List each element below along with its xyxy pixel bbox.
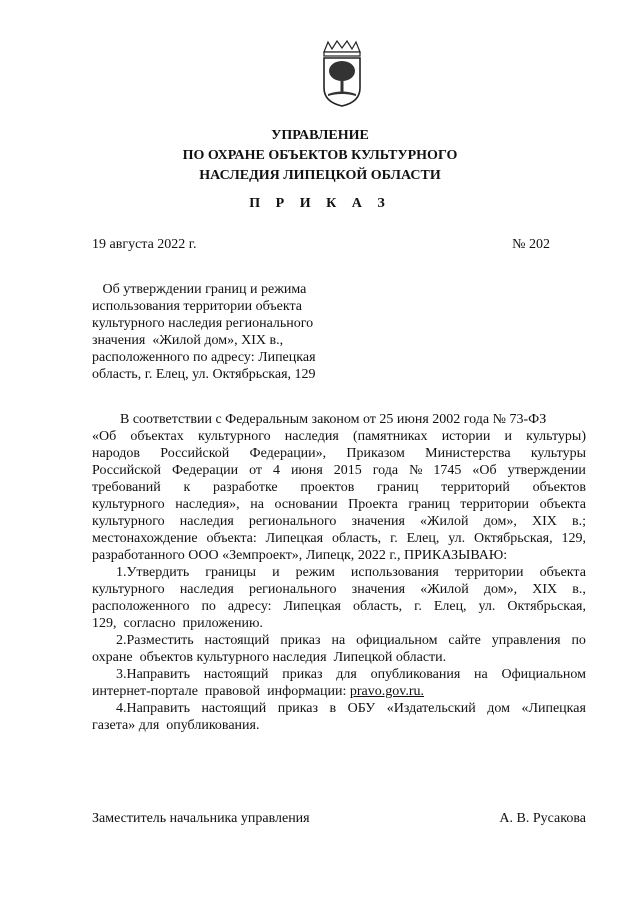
word: ООО «Земпроект», — [188, 548, 306, 563]
text-line — [92, 462, 586, 479]
word: в — [329, 701, 337, 716]
text-line — [92, 649, 586, 666]
subject-line: расположенного по адресу: Липецкая — [92, 350, 316, 365]
word: культурного — [92, 497, 165, 512]
order-item-1 — [92, 564, 586, 632]
word: 2.Разместить — [116, 633, 194, 648]
signatory-position: Заместитель начальника управления — [92, 811, 310, 826]
text-line — [92, 428, 586, 445]
word: по — [571, 633, 586, 648]
word: приказ — [277, 701, 319, 716]
word: В соответствии с Федеральным законом от 25 июня 2002 года № 73-ФЗ — [120, 412, 547, 427]
word: и — [272, 565, 280, 580]
word: на — [331, 633, 346, 648]
word: Октябрьская, — [474, 531, 553, 546]
word: местонахождение — [92, 531, 198, 546]
word: Официальном — [501, 667, 586, 682]
word: значения — [351, 514, 405, 529]
word: разработанного — [92, 548, 189, 563]
word: «Об — [472, 463, 497, 478]
word: расположенного — [92, 599, 190, 614]
word: регионального — [248, 514, 337, 529]
word: область, — [352, 599, 403, 614]
order-item-3 — [92, 666, 586, 700]
text-line — [92, 666, 586, 683]
word: Проекта — [348, 497, 398, 512]
text-line — [92, 598, 586, 615]
word: «Издательский — [386, 701, 476, 716]
subject-line: значения «Жилой дом», XIX в., — [92, 333, 284, 348]
word: Федерации — [171, 463, 239, 478]
word: года — [372, 463, 399, 478]
word: (памятниках — [352, 429, 428, 444]
word: народов — [92, 446, 141, 461]
word: к — [183, 480, 191, 495]
word: на — [474, 667, 488, 682]
word: охране объектов культурного наследия Липецкой области. — [92, 650, 447, 665]
word: 129, согласно приложению. — [92, 616, 263, 631]
word: июня — [290, 463, 323, 478]
word: культуры — [530, 446, 586, 461]
word: от — [249, 463, 262, 478]
word: 2015 — [333, 463, 362, 478]
word: «Жилой — [420, 582, 469, 597]
word: объекта — [539, 497, 586, 512]
organization-name — [0, 126, 640, 186]
text-line — [92, 683, 586, 700]
document-subject — [92, 281, 344, 383]
word: XIX — [531, 514, 557, 529]
org-line-3: НАСЛЕДИЯ ЛИПЕЦКОЙ ОБЛАСТИ — [199, 168, 441, 183]
subject-line: Об утверждении границ и режима — [92, 282, 307, 297]
word: 2022 г., — [357, 548, 404, 563]
word: использования — [350, 565, 439, 580]
document-date: 19 августа 2022 г. — [92, 237, 197, 252]
word: 1.Утвердить — [116, 565, 190, 580]
org-line-2: ПО ОХРАНЕ ОБЪЕКТОВ КУЛЬТУРНОГО — [182, 148, 458, 163]
word: требований — [92, 480, 161, 495]
text-line — [92, 496, 586, 513]
word: интернет-портале правовой информации: — [92, 684, 347, 699]
word: наследия — [179, 514, 234, 529]
word: «Липецкая — [521, 701, 586, 716]
text-line — [92, 632, 586, 649]
word: настоящий — [203, 667, 269, 682]
word: культуры) — [526, 429, 586, 444]
word: дом — [487, 701, 510, 716]
word: границ — [408, 497, 450, 512]
word: культурного — [92, 514, 165, 529]
word: № — [409, 463, 423, 478]
word: Приказом — [346, 446, 405, 461]
word: XIX — [532, 582, 558, 597]
word: для — [336, 667, 357, 682]
word: настоящий — [201, 701, 267, 716]
word: утверждении — [507, 463, 586, 478]
word: Октябрьская, — [507, 599, 586, 614]
text-line — [92, 547, 586, 564]
text-line — [92, 717, 586, 734]
word: Российской — [160, 446, 230, 461]
word: территории — [454, 565, 524, 580]
text-line — [92, 700, 586, 717]
signatory-name: А. В. Русакова — [499, 811, 586, 826]
word: Министерства — [425, 446, 511, 461]
word: Елец, — [406, 531, 440, 546]
word: 4 — [272, 463, 280, 478]
word: режим — [295, 565, 335, 580]
word: границ — [377, 480, 419, 495]
word: 3.Направить — [116, 667, 190, 682]
legal-portal-link[interactable]: pravo.gov.ru. — [349, 684, 424, 699]
word: регионального — [248, 582, 337, 597]
word: приказ — [280, 633, 321, 648]
word: и — [504, 429, 512, 444]
word: в.; — [571, 514, 586, 529]
word: «Жилой — [420, 514, 469, 529]
document-type: П Р И К А З — [249, 196, 391, 211]
word: приказ — [282, 667, 323, 682]
word: 4.Направить — [116, 701, 190, 716]
word: ОБУ — [347, 701, 376, 716]
word: Российской — [92, 463, 161, 478]
text-line — [92, 479, 586, 496]
subject-line: область, г. Елец, ул. Октябрьская, 129 — [92, 367, 316, 382]
word: объекта: — [206, 531, 257, 546]
word: разработке — [212, 480, 278, 495]
word: наследия — [284, 429, 339, 444]
text-line — [92, 530, 586, 547]
document-body — [92, 411, 586, 734]
word: основании — [274, 497, 338, 512]
order-item-2 — [92, 632, 586, 666]
word: дом», — [483, 514, 517, 529]
text-line — [92, 581, 586, 598]
subject-line: культурного наследия регионального — [92, 316, 314, 331]
word: область, — [331, 531, 382, 546]
word: территорий — [441, 480, 510, 495]
org-line-1: УПРАВЛЕНИЕ — [271, 128, 369, 143]
word: г. — [390, 531, 398, 546]
word: 1745 — [433, 463, 462, 478]
text-line — [92, 564, 586, 581]
word: опубликования — [370, 667, 461, 682]
word: проектов — [300, 480, 355, 495]
word: объектах — [130, 429, 184, 444]
text-line — [92, 513, 586, 530]
word: ул. — [448, 531, 466, 546]
word: адресу: — [227, 599, 272, 614]
word: газета» для опубликования. — [92, 718, 260, 733]
document-number: № 202 — [512, 237, 550, 252]
word: г. — [414, 599, 422, 614]
word: дом», — [483, 582, 518, 597]
preamble-paragraph — [92, 411, 586, 564]
text-line — [92, 445, 586, 462]
word: настоящий — [204, 633, 270, 648]
word: объекта — [539, 565, 586, 580]
text-line — [92, 411, 586, 428]
word: Федерации», — [249, 446, 327, 461]
word: в., — [572, 582, 586, 597]
word: объектов — [532, 480, 586, 495]
word: истории — [441, 429, 491, 444]
word: значения — [351, 582, 406, 597]
word: на — [250, 497, 264, 512]
word: по — [201, 599, 216, 614]
word: ул. — [478, 599, 496, 614]
word: культурного — [92, 582, 165, 597]
word: официальном — [356, 633, 438, 648]
word: Липецк, — [305, 548, 358, 563]
word: Липецкая — [265, 531, 324, 546]
coat-of-arms-icon — [318, 40, 366, 108]
order-item-4 — [92, 700, 586, 734]
word: границы — [205, 565, 257, 580]
word: сайте — [448, 633, 481, 648]
subject-line: использования территории объекта — [92, 299, 302, 314]
word: 129, — [561, 531, 586, 546]
word: ПРИКАЗЫВАЮ: — [403, 548, 508, 563]
word: наследия», — [175, 497, 240, 512]
word: Елец, — [433, 599, 467, 614]
word: наследия — [179, 582, 234, 597]
word: управления — [491, 633, 561, 648]
word: культурного — [197, 429, 271, 444]
word: «Об — [92, 429, 117, 444]
word: Липецкая — [283, 599, 341, 614]
text-line — [92, 615, 586, 632]
word: территории — [460, 497, 530, 512]
